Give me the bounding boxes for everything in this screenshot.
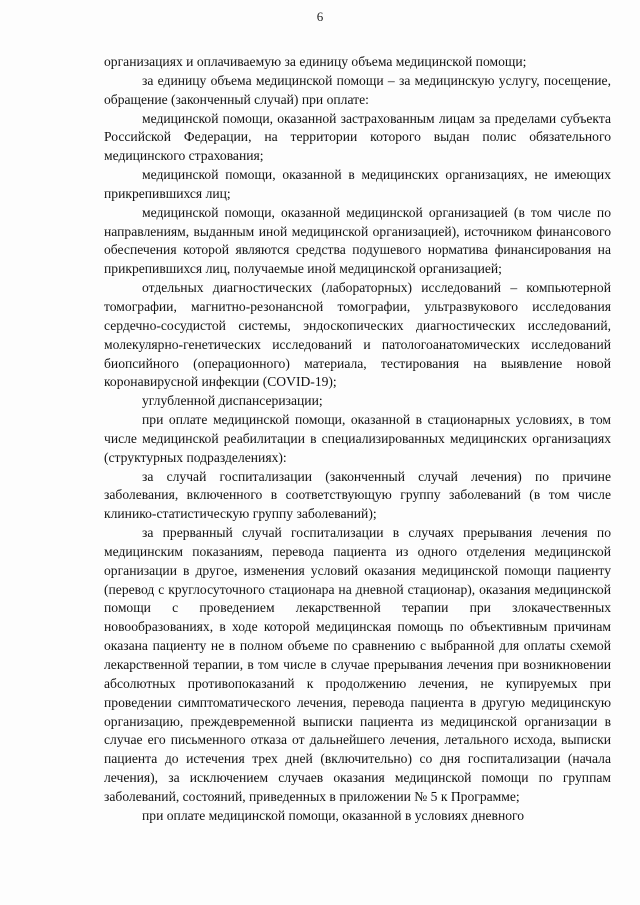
paragraph-9: за случай госпитализации (законченный случай лечения) по причине заболевания, включенного в соответствующую группу заболеваний (в том числе клинико-статистическую группу заболеваний); <box>104 468 611 522</box>
paragraph-1: организациях и оплачиваемую за единицу объема медицинской помощи; <box>104 54 527 69</box>
paragraph-6: отдельных диагностических (лабораторных) исследований – компьютерной томографии, магнитно-резонансной томографии, ультразвукового исследования сердечно-сосудистой системы, эндоскопических диагностических исследований, молекулярно-генетических исследований и патологоанатомических исследований биопсийного (операционного) материала, тестирования на выявление новой коронавирусной инфекции (COVID-19); <box>104 280 611 390</box>
paragraph-8: при оплате медицинской помощи, оказанной в стационарных условиях, в том числе медицинской реабилитации в специализированных медицинских организациях (структурных подразделениях): <box>104 412 611 465</box>
paragraph-11: при оплате медицинской помощи, оказанной в условиях дневного <box>142 807 525 823</box>
paragraph-5: медицинской помощи, оказанной медицинской организацией (в том числе по направлениям, выданным иной медицинской организацией), источником финансового обеспечения которой являются средства подушевого норматива финансирования на прикрепившихся лиц, получаемые иной медицинской организацией; <box>104 204 611 277</box>
page-number: 6 <box>316 9 324 24</box>
document-body <box>104 53 611 826</box>
paragraph-2: за единицу объема медицинской помощи – за медицинскую услугу, посещение, обращение (законченный случай) при оплате: <box>104 72 611 107</box>
paragraph-3: медицинской помощи, оказанной застрахованным лицам за пределами субъекта Российской Федерации, на территории которого выдан полис обязательного медицинского страхования; <box>104 110 611 164</box>
paragraph-7: углубленной диспансеризации; <box>142 393 323 409</box>
paragraph-4: медицинской помощи, оказанной в медицинских организациях, не имеющих прикрепившихся лиц; <box>104 167 611 201</box>
paragraph-10: за прерванный случай госпитализации в случаях прерывания лечения по медицинским показаниям, перевода пациента из одного отделения медицинской организации в другое, изменения условий оказания медицинской помощи пациенту (перевод с круглосуточного стационара на дневной стационар), оказания медицинской помощи с проведением лекарственной терапии при злокачественных новообразованиях, в ходе которой медицинская помощь по объективным причинам оказана пациенту не в полном объеме по сравнению с выбранной для оплаты схемой лекарственной терапии, в том числе в случае прерывания лечения при возникновении абсолютных противопоказаний к продолжению лечения, не купируемых при проведении симптоматического лечения, перевода пациента в другую медицинскую организацию, преждевременной выписки пациента из медицинской организации в случае его письменного отказа от дальнейшего лечения, летального исхода, выписки пациента до истечения трех дней (включительно) со дня госпитализации (начала лечения), за исключением случаев оказания медицинской помощи по группам заболеваний, состояний, приведенных в приложении № 5 к Программе; <box>104 525 611 804</box>
